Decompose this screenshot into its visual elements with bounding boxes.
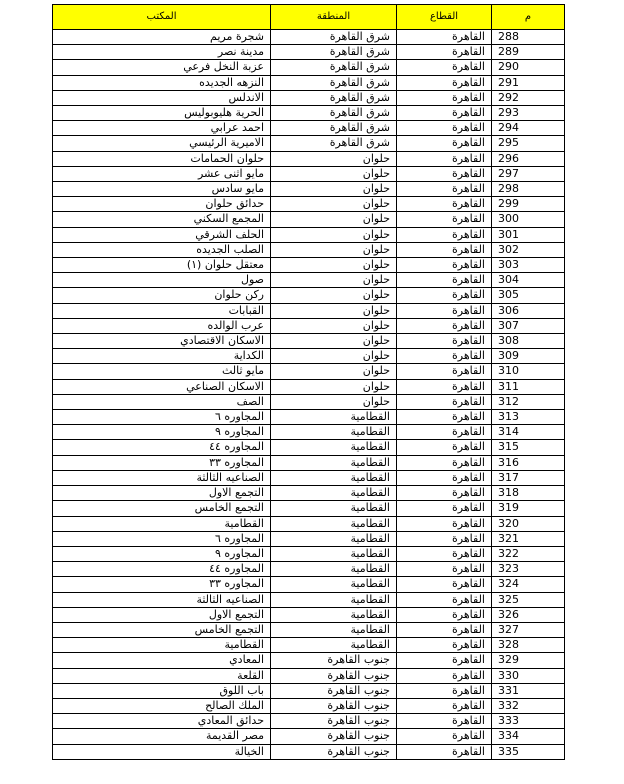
table-row <box>53 440 565 455</box>
cell-sector: القاهرة <box>397 729 492 744</box>
cell-num: 289 <box>492 45 565 60</box>
table-row <box>53 470 565 485</box>
cell-num: 326 <box>492 607 565 622</box>
cell-area: جنوب القاهرة <box>271 683 397 698</box>
cell-sector: القاهرة <box>397 531 492 546</box>
offices-table <box>52 4 565 760</box>
cell-area: جنوب القاهرة <box>271 714 397 729</box>
cell-office: مصر القديمة <box>53 729 271 744</box>
cell-office: الصناعيه الثالثة <box>53 592 271 607</box>
cell-office: الاميرية الرئيسي <box>53 136 271 151</box>
cell-num: 304 <box>492 273 565 288</box>
table-row <box>53 182 565 197</box>
cell-num: 301 <box>492 227 565 242</box>
table-row <box>53 577 565 592</box>
table-row <box>53 501 565 516</box>
cell-sector: القاهرة <box>397 607 492 622</box>
table-row <box>53 622 565 637</box>
cell-sector: القاهرة <box>397 410 492 425</box>
cell-office: التجمع الخامس <box>53 622 271 637</box>
cell-office: القبابات <box>53 303 271 318</box>
cell-num: 333 <box>492 714 565 729</box>
cell-sector: القاهرة <box>397 151 492 166</box>
cell-num: 308 <box>492 334 565 349</box>
cell-office: مايو ثالث <box>53 364 271 379</box>
cell-num: 323 <box>492 562 565 577</box>
header-row <box>53 5 565 30</box>
cell-num: 324 <box>492 577 565 592</box>
cell-office: صول <box>53 273 271 288</box>
cell-sector: القاهرة <box>397 75 492 90</box>
cell-sector: القاهرة <box>397 394 492 409</box>
table-row <box>53 546 565 561</box>
cell-office: التجمع الاول <box>53 607 271 622</box>
cell-num: 290 <box>492 60 565 75</box>
cell-office: مايو اثنى عشر <box>53 166 271 181</box>
cell-num: 303 <box>492 258 565 273</box>
cell-sector: القاهرة <box>397 90 492 105</box>
cell-sector: القاهرة <box>397 668 492 683</box>
cell-sector: القاهرة <box>397 45 492 60</box>
cell-num: 292 <box>492 90 565 105</box>
cell-sector: القاهرة <box>397 516 492 531</box>
cell-num: 295 <box>492 136 565 151</box>
cell-num: 293 <box>492 106 565 121</box>
cell-num: 298 <box>492 182 565 197</box>
cell-office: الملك الصالح <box>53 698 271 713</box>
cell-area: حلوان <box>271 379 397 394</box>
cell-area: حلوان <box>271 212 397 227</box>
cell-area: حلوان <box>271 273 397 288</box>
table-row <box>53 349 565 364</box>
cell-office: مايو سادس <box>53 182 271 197</box>
cell-office: الاسكان الصناعي <box>53 379 271 394</box>
cell-sector: القاهرة <box>397 638 492 653</box>
cell-office: المجاوره ٤٤ <box>53 562 271 577</box>
cell-sector: القاهرة <box>397 318 492 333</box>
cell-area: القطامية <box>271 592 397 607</box>
cell-sector: القاهرة <box>397 562 492 577</box>
cell-area: جنوب القاهرة <box>271 668 397 683</box>
cell-area: القطامية <box>271 501 397 516</box>
cell-sector: القاهرة <box>397 577 492 592</box>
cell-num: 296 <box>492 151 565 166</box>
cell-office: القطامية <box>53 638 271 653</box>
cell-num: 313 <box>492 410 565 425</box>
cell-office: الصلب الجديده <box>53 242 271 257</box>
cell-sector: القاهرة <box>397 714 492 729</box>
table-row <box>53 136 565 151</box>
cell-area: القطامية <box>271 470 397 485</box>
cell-num: 317 <box>492 470 565 485</box>
cell-sector: القاهرة <box>397 288 492 303</box>
table-row <box>53 714 565 729</box>
table-body <box>53 30 565 760</box>
cell-area: شرق القاهرة <box>271 136 397 151</box>
table-row <box>53 106 565 121</box>
cell-num: 305 <box>492 288 565 303</box>
cell-num: 325 <box>492 592 565 607</box>
cell-num: 327 <box>492 622 565 637</box>
table-row <box>53 121 565 136</box>
table-row <box>53 668 565 683</box>
cell-area: القطامية <box>271 638 397 653</box>
cell-area: شرق القاهرة <box>271 90 397 105</box>
table-row <box>53 592 565 607</box>
cell-office: التجمع الاول <box>53 486 271 501</box>
cell-area: القطامية <box>271 440 397 455</box>
cell-sector: القاهرة <box>397 212 492 227</box>
table-row <box>53 744 565 759</box>
cell-area: حلوان <box>271 151 397 166</box>
cell-num: 328 <box>492 638 565 653</box>
table-row <box>53 197 565 212</box>
cell-office: المجاوره ٣٣ <box>53 455 271 470</box>
cell-num: 334 <box>492 729 565 744</box>
table-row <box>53 273 565 288</box>
cell-area: جنوب القاهرة <box>271 729 397 744</box>
cell-sector: القاهرة <box>397 546 492 561</box>
cell-office: الاندلس <box>53 90 271 105</box>
table-row <box>53 455 565 470</box>
cell-area: القطامية <box>271 531 397 546</box>
header-office: المكتب <box>53 5 271 30</box>
cell-office: حدائق حلوان <box>53 197 271 212</box>
cell-area: جنوب القاهرة <box>271 744 397 759</box>
cell-sector: القاهرة <box>397 501 492 516</box>
cell-num: 306 <box>492 303 565 318</box>
cell-area: حلوان <box>271 258 397 273</box>
cell-num: 319 <box>492 501 565 516</box>
cell-area: حلوان <box>271 242 397 257</box>
cell-office: النزهه الجديده <box>53 75 271 90</box>
header-area: المنطقة <box>271 5 397 30</box>
cell-num: 316 <box>492 455 565 470</box>
cell-office: حدائق المعادي <box>53 714 271 729</box>
table-row <box>53 425 565 440</box>
cell-area: جنوب القاهرة <box>271 653 397 668</box>
cell-area: حلوان <box>271 288 397 303</box>
cell-sector: القاهرة <box>397 334 492 349</box>
cell-num: 335 <box>492 744 565 759</box>
cell-num: 307 <box>492 318 565 333</box>
cell-num: 318 <box>492 486 565 501</box>
cell-sector: القاهرة <box>397 242 492 257</box>
cell-sector: القاهرة <box>397 592 492 607</box>
table-row <box>53 242 565 257</box>
cell-office: عرب الوالده <box>53 318 271 333</box>
table-row <box>53 288 565 303</box>
table-row <box>53 166 565 181</box>
cell-num: 321 <box>492 531 565 546</box>
cell-area: حلوان <box>271 227 397 242</box>
cell-area: شرق القاهرة <box>271 45 397 60</box>
cell-area: القطامية <box>271 546 397 561</box>
cell-office: الحلف الشرقي <box>53 227 271 242</box>
table-row <box>53 607 565 622</box>
cell-area: شرق القاهرة <box>271 75 397 90</box>
table-row <box>53 151 565 166</box>
table-row <box>53 227 565 242</box>
table-row <box>53 729 565 744</box>
cell-sector: القاهرة <box>397 653 492 668</box>
cell-office: المعادي <box>53 653 271 668</box>
table-row <box>53 531 565 546</box>
table-row <box>53 410 565 425</box>
cell-area: القطامية <box>271 516 397 531</box>
table-row <box>53 562 565 577</box>
table-row <box>53 75 565 90</box>
cell-num: 288 <box>492 30 565 45</box>
header-sector: القطاع <box>397 5 492 30</box>
cell-area: حلوان <box>271 318 397 333</box>
cell-sector: القاهرة <box>397 440 492 455</box>
cell-office: باب اللوق <box>53 683 271 698</box>
cell-num: 331 <box>492 683 565 698</box>
cell-area: حلوان <box>271 334 397 349</box>
cell-sector: القاهرة <box>397 698 492 713</box>
cell-area: جنوب القاهرة <box>271 698 397 713</box>
cell-office: المجاوره ٦ <box>53 531 271 546</box>
cell-area: القطامية <box>271 562 397 577</box>
cell-num: 309 <box>492 349 565 364</box>
cell-num: 302 <box>492 242 565 257</box>
table-row <box>53 212 565 227</box>
cell-office: المجاوره ٤٤ <box>53 440 271 455</box>
cell-sector: القاهرة <box>397 470 492 485</box>
cell-sector: القاهرة <box>397 379 492 394</box>
cell-sector: القاهرة <box>397 486 492 501</box>
cell-office: الحرية هليوبوليس <box>53 106 271 121</box>
cell-sector: القاهرة <box>397 258 492 273</box>
cell-office: الخيالة <box>53 744 271 759</box>
cell-area: القطامية <box>271 486 397 501</box>
cell-office: ركن حلوان <box>53 288 271 303</box>
cell-office: الكداية <box>53 349 271 364</box>
cell-office: معتقل حلوان (١) <box>53 258 271 273</box>
table-row <box>53 90 565 105</box>
cell-sector: القاهرة <box>397 364 492 379</box>
cell-sector: القاهرة <box>397 166 492 181</box>
table-row <box>53 653 565 668</box>
cell-num: 332 <box>492 698 565 713</box>
cell-area: القطامية <box>271 410 397 425</box>
cell-area: القطامية <box>271 455 397 470</box>
cell-area: شرق القاهرة <box>271 30 397 45</box>
cell-area: شرق القاهرة <box>271 106 397 121</box>
cell-sector: القاهرة <box>397 303 492 318</box>
cell-num: 315 <box>492 440 565 455</box>
cell-office: المجمع السكني <box>53 212 271 227</box>
table-row <box>53 45 565 60</box>
cell-sector: القاهرة <box>397 182 492 197</box>
cell-office: المجاوره ٩ <box>53 425 271 440</box>
table-row <box>53 364 565 379</box>
cell-num: 291 <box>492 75 565 90</box>
cell-area: حلوان <box>271 166 397 181</box>
cell-sector: القاهرة <box>397 136 492 151</box>
header-num: م <box>492 5 565 30</box>
cell-num: 297 <box>492 166 565 181</box>
table-row <box>53 258 565 273</box>
cell-area: حلوان <box>271 394 397 409</box>
cell-area: حلوان <box>271 197 397 212</box>
cell-office: حلوان الحمامات <box>53 151 271 166</box>
cell-sector: القاهرة <box>397 455 492 470</box>
cell-num: 314 <box>492 425 565 440</box>
cell-sector: القاهرة <box>397 121 492 136</box>
cell-office: الصف <box>53 394 271 409</box>
cell-area: حلوان <box>271 303 397 318</box>
cell-area: شرق القاهرة <box>271 121 397 136</box>
table-row <box>53 486 565 501</box>
cell-office: احمد عرابي <box>53 121 271 136</box>
cell-num: 320 <box>492 516 565 531</box>
cell-office: الاسكان الاقتصادي <box>53 334 271 349</box>
cell-office: المجاوره ٩ <box>53 546 271 561</box>
table-row <box>53 303 565 318</box>
cell-num: 311 <box>492 379 565 394</box>
cell-sector: القاهرة <box>397 622 492 637</box>
table-row <box>53 638 565 653</box>
table-row <box>53 683 565 698</box>
cell-sector: القاهرة <box>397 425 492 440</box>
table-row <box>53 30 565 45</box>
cell-office: القلعة <box>53 668 271 683</box>
cell-num: 329 <box>492 653 565 668</box>
cell-sector: القاهرة <box>397 744 492 759</box>
cell-area: شرق القاهرة <box>271 60 397 75</box>
cell-office: المجاوره ٦ <box>53 410 271 425</box>
cell-area: حلوان <box>271 364 397 379</box>
cell-office: مدينة نصر <box>53 45 271 60</box>
table-row <box>53 379 565 394</box>
cell-area: القطامية <box>271 425 397 440</box>
cell-office: القطامية <box>53 516 271 531</box>
table-row <box>53 60 565 75</box>
cell-office: شجرة مريم <box>53 30 271 45</box>
cell-office: الصناعيه الثالثة <box>53 470 271 485</box>
table-row <box>53 394 565 409</box>
cell-sector: القاهرة <box>397 349 492 364</box>
cell-sector: القاهرة <box>397 60 492 75</box>
cell-num: 312 <box>492 394 565 409</box>
table-row <box>53 334 565 349</box>
cell-area: القطامية <box>271 622 397 637</box>
cell-num: 310 <box>492 364 565 379</box>
cell-sector: القاهرة <box>397 197 492 212</box>
cell-sector: القاهرة <box>397 106 492 121</box>
cell-num: 322 <box>492 546 565 561</box>
cell-sector: القاهرة <box>397 30 492 45</box>
cell-office: المجاوره ٣٣ <box>53 577 271 592</box>
cell-area: القطامية <box>271 607 397 622</box>
table-row <box>53 318 565 333</box>
cell-sector: القاهرة <box>397 273 492 288</box>
cell-sector: القاهرة <box>397 227 492 242</box>
cell-area: حلوان <box>271 182 397 197</box>
cell-area: القطامية <box>271 577 397 592</box>
table-row <box>53 516 565 531</box>
cell-office: عزبة النخل فرعي <box>53 60 271 75</box>
cell-num: 300 <box>492 212 565 227</box>
cell-num: 330 <box>492 668 565 683</box>
table-row <box>53 698 565 713</box>
cell-num: 294 <box>492 121 565 136</box>
cell-sector: القاهرة <box>397 683 492 698</box>
cell-office: التجمع الخامس <box>53 501 271 516</box>
cell-area: حلوان <box>271 349 397 364</box>
cell-num: 299 <box>492 197 565 212</box>
